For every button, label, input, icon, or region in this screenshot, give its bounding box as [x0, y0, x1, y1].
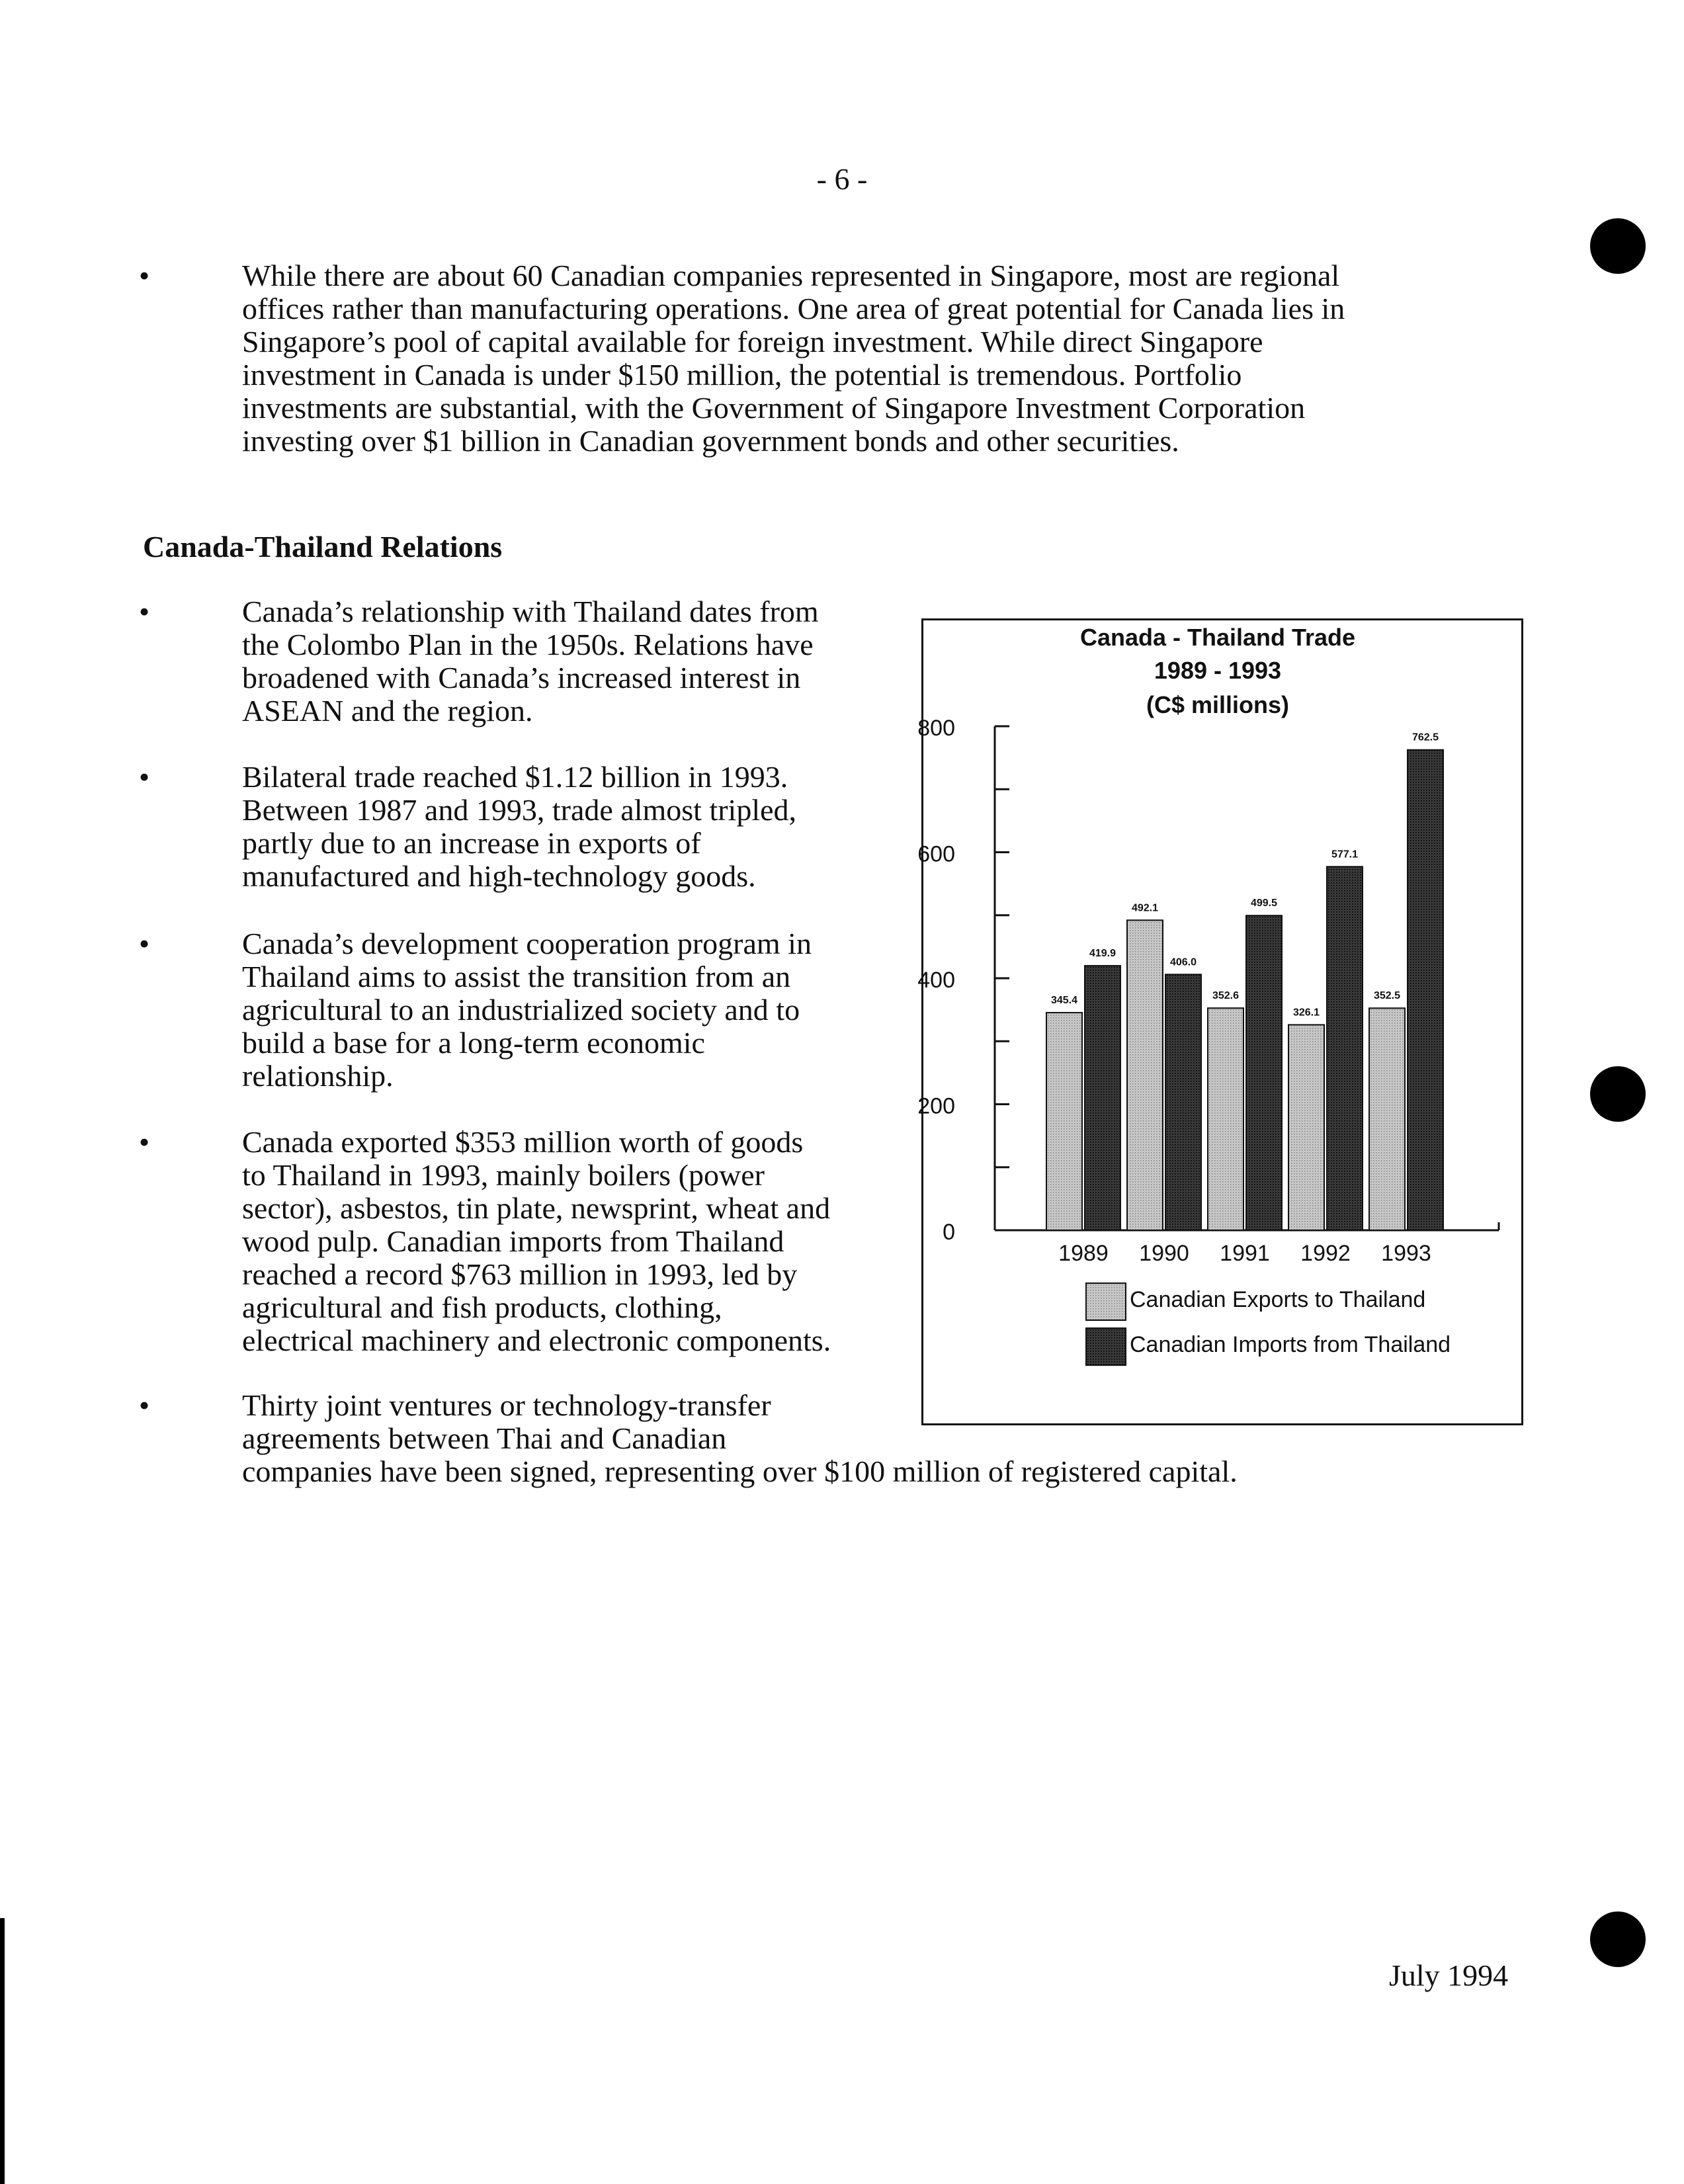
y-tick-label: 600	[917, 841, 955, 867]
export-bar	[1127, 920, 1163, 1230]
x-category-label: 1989	[1058, 1241, 1109, 1266]
text-line: investing over $1 billion in Canadian government bonds and other securities.	[242, 424, 1179, 458]
x-category-label: 1990	[1139, 1241, 1189, 1266]
text-line: agreements between Thai and Canadian	[242, 1421, 727, 1455]
text-line: to Thailand in 1993, mainly boilers (power	[242, 1158, 765, 1192]
bullet-dot: •	[139, 760, 150, 794]
bar-value-label: 492.1	[1131, 902, 1159, 914]
import-bar	[1327, 866, 1363, 1230]
text-line: wood pulp. Canadian imports from Thailand	[242, 1224, 784, 1258]
x-category-label: 1993	[1381, 1241, 1431, 1266]
text-line: investment in Canada is under $150 million, the potential is tremendous. Portfolio	[242, 358, 1242, 392]
binding-edge	[0, 1918, 5, 2184]
y-tick-label: 0	[943, 1220, 955, 1245]
import-bar	[1246, 915, 1282, 1230]
text-line: sector), asbestos, tin plate, newsprint, wheat and	[242, 1191, 831, 1225]
bullet-dot: •	[139, 1388, 150, 1422]
trade-chart	[917, 618, 1523, 1425]
import-bar	[1165, 974, 1201, 1230]
legend-label: Canadian Imports from Thailand	[1130, 1332, 1451, 1357]
import-bar	[1408, 750, 1443, 1230]
singapore-bullet: •	[139, 259, 150, 292]
text-line: Between 1987 and 1993, trade almost tripled,	[242, 793, 797, 827]
bar-value-label: 406.0	[1169, 956, 1197, 968]
bullet-dot: •	[139, 595, 150, 628]
text-line: investments are substantial, with the Government of Singapore Investment Corporation	[242, 391, 1306, 425]
export-bar	[1046, 1013, 1082, 1230]
chart-title-line: Canada - Thailand Trade	[1079, 624, 1356, 651]
x-category-label: 1991	[1220, 1241, 1270, 1266]
y-tick-label: 400	[917, 968, 955, 993]
text-line: build a base for a long-term economic	[242, 1026, 705, 1060]
text-line: manufactured and high-technology goods.	[242, 859, 756, 893]
section-heading: Canada-Thailand Relations	[143, 530, 503, 564]
bar-value-label: 352.5	[1373, 990, 1401, 1002]
text-line: offices rather than manufacturing operations. One area of great potential for Canada lies in	[242, 292, 1345, 325]
export-bar	[1208, 1008, 1243, 1230]
bar-value-label: 419.9	[1089, 948, 1116, 960]
punch-hole	[1590, 1911, 1646, 1967]
text-line: electrical machinery and electronic components.	[242, 1323, 831, 1357]
bar-value-label: 762.5	[1411, 732, 1439, 743]
text-line: Singapore’s pool of capital available for foreign investment. While direct Singapore	[242, 325, 1263, 358]
text-line: relationship.	[242, 1059, 394, 1093]
text-line: Bilateral trade reached $1.12 billion in 1993.	[242, 760, 788, 794]
y-tick-label: 800	[917, 716, 955, 741]
text-line: Canada’s development cooperation program in	[242, 927, 812, 960]
bar-value-label: 577.1	[1331, 849, 1359, 861]
text-line: broadened with Canada’s increased interest in	[242, 661, 801, 694]
x-category-label: 1992	[1300, 1241, 1351, 1266]
bullet-dot: •	[139, 927, 150, 960]
import-bar	[1085, 966, 1120, 1230]
punch-hole	[1590, 218, 1646, 274]
chart-title-line: 1989 - 1993	[1154, 657, 1282, 684]
text-line: Thirty joint ventures or technology-transfer	[242, 1388, 771, 1422]
export-bar	[1288, 1025, 1324, 1230]
bullet-dot: •	[139, 1125, 150, 1159]
text-line: Canada’s relationship with Thailand dates from	[242, 595, 819, 628]
legend-swatch	[1086, 1283, 1126, 1320]
text-line: agricultural and fish products, clothing,	[242, 1290, 722, 1324]
trade-chart-svg	[917, 620, 1525, 1427]
bar-value-label: 326.1	[1292, 1007, 1320, 1019]
text-line: companies have been signed, representing over $100 million of registered capital.	[242, 1454, 1238, 1488]
bar-value-label: 499.5	[1250, 898, 1278, 909]
legend-swatch	[1086, 1328, 1126, 1365]
text-line: agricultural to an industrialized society and to	[242, 993, 800, 1027]
text-line: the Colombo Plan in the 1950s. Relations have	[242, 628, 814, 661]
footer-date: July 1994	[1389, 1958, 1509, 1992]
text-line: While there are about 60 Canadian companies represented in Singapore, most are regional	[242, 259, 1340, 292]
export-bar	[1369, 1008, 1405, 1230]
y-tick-label: 200	[917, 1093, 955, 1119]
bar-value-label: 345.4	[1050, 995, 1078, 1007]
bar-value-label: 352.6	[1212, 990, 1240, 1002]
text-line: reached a record $763 million in 1993, led by	[242, 1257, 798, 1291]
text-line: Thailand aims to assist the transition from an	[242, 960, 791, 993]
text-line: ASEAN and the region.	[242, 694, 533, 728]
punch-hole	[1590, 1066, 1646, 1122]
chart-title-line: (C$ millions)	[1146, 691, 1290, 718]
page-number: - 6 -	[816, 162, 868, 196]
text-line: partly due to an increase in exports of	[242, 826, 701, 860]
text-line: Canada exported $353 million worth of goods	[242, 1125, 804, 1159]
legend-label: Canadian Exports to Thailand	[1130, 1287, 1426, 1312]
